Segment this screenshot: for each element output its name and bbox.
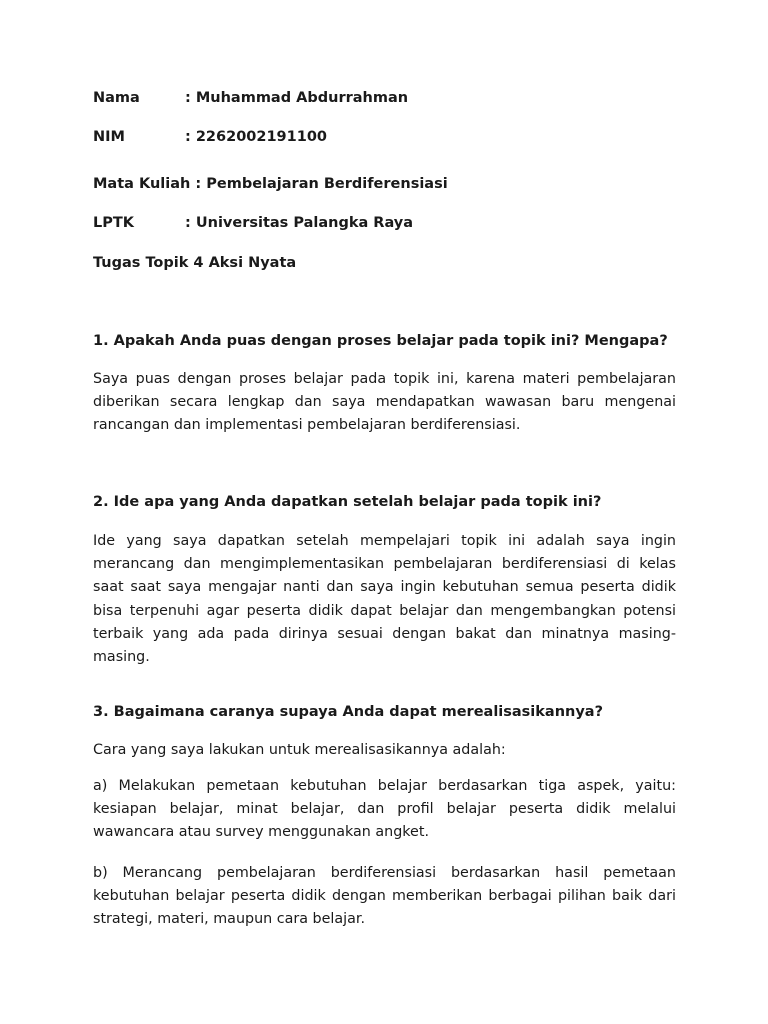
nama-label: Nama xyxy=(93,90,140,106)
answer-3-item-a: a) Melakukan pemetaan kebutuhan belajar berdasarkan tiga aspek, yaitu: kesiapan belajar, minat belajar, dan profil belajar peserta didik melalui wawancara atau survey menggunakan angket. xyxy=(93,778,676,841)
matakuliah-value: : Pembelajaran Berdiferensiasi xyxy=(195,176,448,192)
answer-3-item-b: b) Merancang pembelajaran berdiferensiasi berdasarkan hasil pemetaan kebutuhan belajar peserta didik dengan memberikan berbagai pilihan baik dari strategi, materi, maupun cara belajar. xyxy=(93,865,676,928)
answer-3-intro: Cara yang saya lakukan untuk merealisasikannya adalah: xyxy=(93,742,506,758)
nim-value: : 2262002191100 xyxy=(185,129,328,145)
lptk-row xyxy=(93,214,413,232)
nama-row xyxy=(93,89,408,107)
answer-1: Saya puas dengan proses belajar pada topik ini, karena materi pembelajaran diberikan secara lengkap dan saya mendapatkan wawasan baru mengenai rancangan dan implementasi pembelajaran berdiferensiasi. xyxy=(93,371,676,434)
nama-value: : Muhammad Abdurrahman xyxy=(185,90,409,106)
document-page xyxy=(93,0,676,1024)
answer-2: Ide yang saya dapatkan setelah mempelajari topik ini adalah saya ingin merancang dan mengimplementasikan pembelajaran berdiferensiasi di kelas saat saat saya mengajar nanti dan saya ingin kebutuhan semua peserta didik bisa terpenuhi agar peserta didik dapat belajar dan mengembangkan potensi terbaik yang ada pada dirinya sesuai dengan bakat dan minatnya masing-masing. xyxy=(93,533,676,666)
lptk-value: : Universitas Palangka Raya xyxy=(185,215,414,231)
nim-row xyxy=(93,128,327,146)
lptk-label: LPTK xyxy=(93,215,134,231)
question-1: 1. Apakah Anda puas dengan proses belajar pada topik ini? Mengapa? xyxy=(93,333,668,349)
task-title: Tugas Topik 4 Aksi Nyata xyxy=(93,255,297,271)
question-2: 2. Ide apa yang Anda dapatkan setelah belajar pada topik ini? xyxy=(93,494,602,510)
question-3: 3. Bagaimana caranya supaya Anda dapat merealisasikannya? xyxy=(93,704,603,720)
matakuliah-label: Mata Kuliah xyxy=(93,176,191,192)
matakuliah-row xyxy=(93,175,448,193)
nim-label: NIM xyxy=(93,129,125,145)
